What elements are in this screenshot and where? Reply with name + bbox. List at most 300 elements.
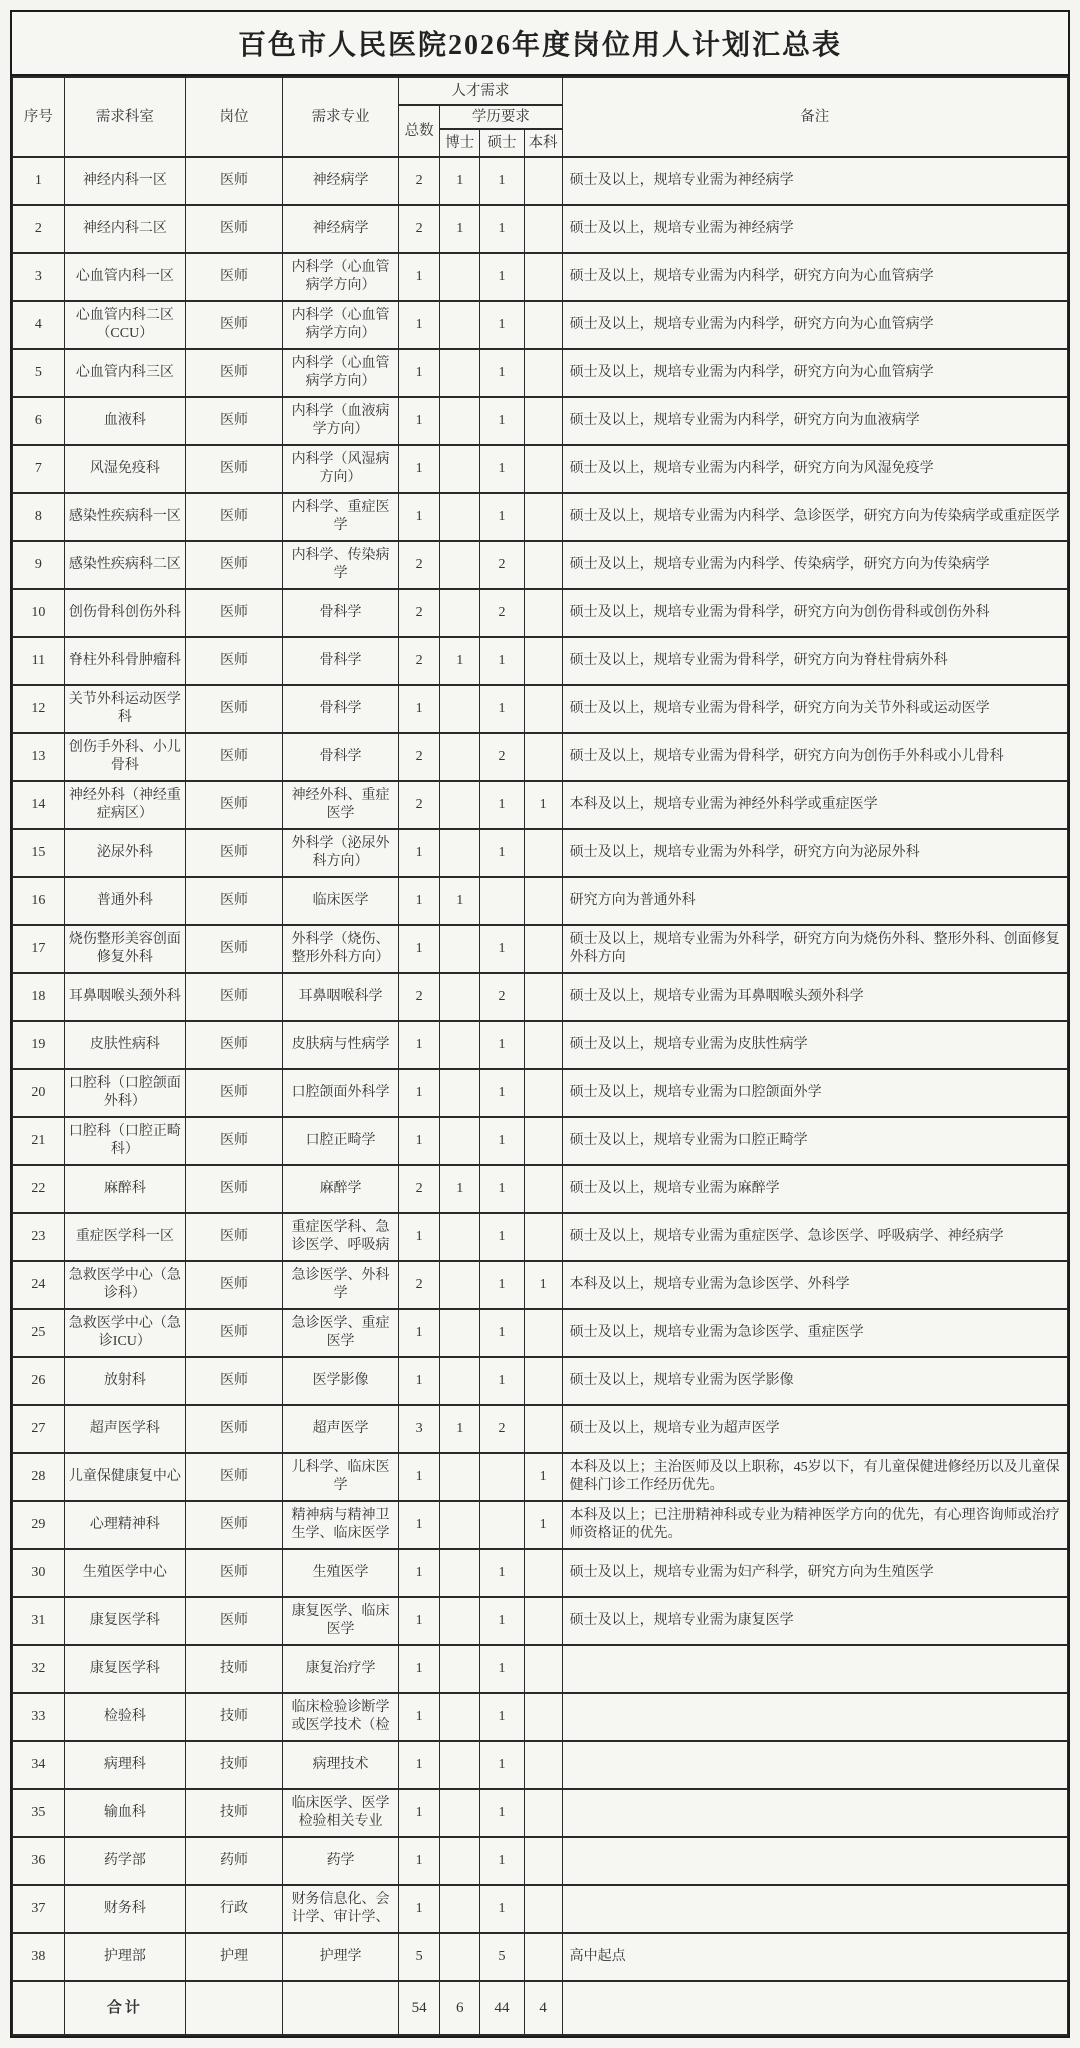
cell-remark: 硕士及以上，规培专业需为口腔颌面外学 [562,1069,1067,1117]
cell-remark: 本科及以上；已注册精神科或专业为精神医学方向的优先，有心理咨询师或治疗师资格证的优先。 [562,1501,1067,1549]
cell-department: 神经外科（神经重症病区） [64,781,185,829]
cell-department: 心血管内科一区 [64,253,185,301]
cell-department: 儿童保健康复中心 [64,1453,185,1501]
cell-major: 药学 [283,1837,399,1885]
cell-phd [440,1741,480,1789]
cell-total: 1 [399,1837,440,1885]
cell-phd: 1 [440,637,480,685]
table-row [13,1837,1068,1885]
cell-remark [562,1981,1067,2035]
table-row [13,877,1068,925]
table-row [13,157,1068,205]
cell-position: 医师 [186,1453,283,1501]
cell-remark: 硕士及以上，规培专业需为神经病学 [562,205,1067,253]
cell-remark [562,1885,1067,1933]
cell-bachelor [524,445,562,493]
cell-major: 神经外科、重症医学 [283,781,399,829]
cell-department: 药学部 [64,1837,185,1885]
cell-index: 12 [13,685,65,733]
cell-major: 生殖医学 [283,1549,399,1597]
cell-remark: 硕士及以上，规培专业需为内科学，研究方向为风湿免疫学 [562,445,1067,493]
cell-position: 医师 [186,1069,283,1117]
cell-position: 技师 [186,1741,283,1789]
cell-index: 16 [13,877,65,925]
cell-bachelor [524,253,562,301]
cell-major: 口腔正畸学 [283,1117,399,1165]
cell-master [480,1501,524,1549]
table-row [13,1213,1068,1261]
table-row [13,445,1068,493]
cell-remark: 硕士及以上，规培专业需为妇产科学，研究方向为生殖医学 [562,1549,1067,1597]
cell-index: 37 [13,1885,65,1933]
cell-remark: 硕士及以上，规培专业需为康复医学 [562,1597,1067,1645]
cell-department: 感染性疾病科一区 [64,493,185,541]
cell-phd: 1 [440,205,480,253]
cell-phd [440,1549,480,1597]
cell-phd [440,1693,480,1741]
cell-department: 心血管内科二区（CCU） [64,301,185,349]
cell-department: 急救医学中心（急诊ICU） [64,1309,185,1357]
column-header-position: 岗位 [186,77,283,157]
page-title: 百色市人民医院2026年度岗位用人计划汇总表 [12,12,1068,76]
cell-remark: 硕士及以上，规培专业需为麻醉学 [562,1165,1067,1213]
cell-master: 2 [480,973,524,1021]
cell-remark [562,1741,1067,1789]
cell-major: 内科学（风湿病方向） [283,445,399,493]
cell-master [480,877,524,925]
cell-bachelor [524,1357,562,1405]
cell-remark: 硕士及以上，规培专业需为急诊医学、重症医学 [562,1309,1067,1357]
cell-major: 儿科学、临床医学 [283,1453,399,1501]
cell-department: 康复医学科 [64,1645,185,1693]
cell-total: 54 [399,1981,440,2035]
cell-total: 1 [399,1357,440,1405]
cell-major: 内科学（心血管病学方向） [283,253,399,301]
cell-department: 放射科 [64,1357,185,1405]
cell-master: 1 [480,349,524,397]
cell-master: 2 [480,1405,524,1453]
column-header-department: 需求科室 [64,77,185,157]
cell-index: 17 [13,925,65,973]
table-row [13,1165,1068,1213]
table-row [13,1741,1068,1789]
cell-bachelor [524,637,562,685]
table-row [13,1885,1068,1933]
cell-bachelor [524,1789,562,1837]
cell-total: 1 [399,397,440,445]
cell-remark: 硕士及以上，规培专业需为骨科学，研究方向为脊柱骨病外科 [562,637,1067,685]
cell-major: 临床检验诊断学或医学技术（检 [283,1693,399,1741]
cell-index: 24 [13,1261,65,1309]
cell-master: 2 [480,589,524,637]
cell-position: 医师 [186,349,283,397]
cell-position: 医师 [186,1117,283,1165]
cell-major: 内科学（心血管病学方向） [283,301,399,349]
cell-department: 口腔科（口腔颌面外科） [64,1069,185,1117]
table-row [13,1693,1068,1741]
cell-major: 骨科学 [283,733,399,781]
cell-total-label: 合计 [64,1981,185,2035]
table-row [13,1405,1068,1453]
cell-phd [440,1213,480,1261]
cell-phd: 1 [440,157,480,205]
cell-bachelor [524,157,562,205]
column-header-education-req: 学历要求 [440,105,562,129]
cell-phd [440,349,480,397]
cell-remark [562,1837,1067,1885]
cell-department: 烧伤整形美容创面修复外科 [64,925,185,973]
cell-index: 1 [13,157,65,205]
cell-master: 1 [480,1885,524,1933]
cell-major: 骨科学 [283,589,399,637]
cell-major: 医学影像 [283,1357,399,1405]
cell-remark: 研究方向为普通外科 [562,877,1067,925]
cell-phd [440,1309,480,1357]
cell-phd [440,301,480,349]
cell-major: 骨科学 [283,685,399,733]
cell-master: 1 [480,685,524,733]
cell-department: 心理精神科 [64,1501,185,1549]
cell-index: 25 [13,1309,65,1357]
cell-index: 27 [13,1405,65,1453]
cell-total: 1 [399,1453,440,1501]
cell-bachelor [524,877,562,925]
cell-position: 行政 [186,1885,283,1933]
cell-position: 技师 [186,1789,283,1837]
cell-total: 1 [399,1885,440,1933]
cell-total: 2 [399,157,440,205]
cell-phd [440,1933,480,1981]
cell-remark [562,1645,1067,1693]
cell-index: 28 [13,1453,65,1501]
cell-department: 皮肤性病科 [64,1021,185,1069]
cell-index: 15 [13,829,65,877]
cell-position: 医师 [186,205,283,253]
cell-position: 医师 [186,1405,283,1453]
table-row [13,1933,1068,1981]
cell-master: 1 [480,157,524,205]
cell-department: 超声医学科 [64,1405,185,1453]
cell-bachelor [524,397,562,445]
cell-remark: 硕士及以上，规培专业需为内科学，研究方向为心血管病学 [562,253,1067,301]
cell-major: 神经病学 [283,157,399,205]
cell-phd [440,973,480,1021]
cell-master [480,1453,524,1501]
cell-bachelor [524,541,562,589]
cell-department: 耳鼻咽喉头颈外科 [64,973,185,1021]
cell-index: 29 [13,1501,65,1549]
cell-position: 医师 [186,925,283,973]
cell-master: 1 [480,1213,524,1261]
cell-total: 2 [399,541,440,589]
cell-index: 5 [13,349,65,397]
cell-master: 1 [480,925,524,973]
cell-position: 医师 [186,1021,283,1069]
cell-major: 外科学（泌尿外科方向） [283,829,399,877]
cell-phd [440,781,480,829]
cell-total: 5 [399,1933,440,1981]
cell-index: 26 [13,1357,65,1405]
cell-department: 重症医学科一区 [64,1213,185,1261]
table-header [13,77,1068,157]
cell-position: 医师 [186,493,283,541]
cell-bachelor [524,1165,562,1213]
cell-bachelor [524,829,562,877]
cell-department: 心血管内科三区 [64,349,185,397]
cell-position: 护理 [186,1933,283,1981]
cell-remark: 硕士及以上，规培专业需为重症医学、急诊医学、呼吸病学、神经病学 [562,1213,1067,1261]
cell-bachelor [524,1021,562,1069]
cell-department: 神经内科二区 [64,205,185,253]
cell-major: 骨科学 [283,637,399,685]
table-total-row [13,1981,1068,2035]
cell-index: 33 [13,1693,65,1741]
cell-bachelor [524,349,562,397]
table-row [13,1645,1068,1693]
table-row [13,349,1068,397]
cell-master: 1 [480,1309,524,1357]
cell-master: 1 [480,1645,524,1693]
cell-total: 1 [399,493,440,541]
cell-position: 医师 [186,397,283,445]
cell-major: 急诊医学、外科学 [283,1261,399,1309]
column-header-bachelor: 本科 [524,129,562,157]
table-row [13,205,1068,253]
cell-phd [440,1501,480,1549]
cell-department: 康复医学科 [64,1597,185,1645]
cell-total: 2 [399,589,440,637]
cell-total: 1 [399,829,440,877]
cell-total: 1 [399,1741,440,1789]
cell-total: 1 [399,445,440,493]
table-row [13,685,1068,733]
cell-phd: 6 [440,1981,480,2035]
cell-remark: 本科及以上；主治医师及以上职称，45岁以下，有儿童保健进修经历以及儿童保健科门诊工作经历优先。 [562,1453,1067,1501]
cell-index: 32 [13,1645,65,1693]
cell-position: 药师 [186,1837,283,1885]
cell-phd [440,1837,480,1885]
cell-department: 创伤手外科、小儿骨科 [64,733,185,781]
cell-phd [440,1885,480,1933]
cell-position: 医师 [186,973,283,1021]
table-row [13,925,1068,973]
table-row [13,1453,1068,1501]
cell-index: 7 [13,445,65,493]
cell-phd [440,1117,480,1165]
cell-position [186,1981,283,2035]
table-row [13,493,1068,541]
cell-major: 麻醉学 [283,1165,399,1213]
table-row [13,1309,1068,1357]
cell-master: 1 [480,1789,524,1837]
cell-remark: 硕士及以上，规培专业需为骨科学，研究方向为创伤骨科或创伤外科 [562,589,1067,637]
cell-position: 医师 [186,589,283,637]
cell-bachelor [524,685,562,733]
cell-remark: 硕士及以上，规培专业需为骨科学，研究方向为关节外科或运动医学 [562,685,1067,733]
cell-department: 普通外科 [64,877,185,925]
cell-total: 1 [399,1789,440,1837]
cell-position: 医师 [186,157,283,205]
cell-position: 医师 [186,301,283,349]
table-row [13,301,1068,349]
table-row [13,397,1068,445]
cell-position: 医师 [186,877,283,925]
column-header-major: 需求专业 [283,77,399,157]
cell-master: 1 [480,637,524,685]
cell-master: 1 [480,1261,524,1309]
cell-master: 1 [480,1117,524,1165]
table-row [13,589,1068,637]
cell-bachelor [524,1213,562,1261]
cell-bachelor [524,1597,562,1645]
table-row [13,1789,1068,1837]
column-header-talent-demand: 人才需求 [399,77,562,105]
cell-total: 1 [399,349,440,397]
cell-department: 脊柱外科骨肿瘤科 [64,637,185,685]
table-row [13,1597,1068,1645]
cell-position: 医师 [186,1261,283,1309]
cell-index: 8 [13,493,65,541]
cell-phd: 1 [440,877,480,925]
cell-remark: 本科及以上，规培专业需为急诊医学、外科学 [562,1261,1067,1309]
cell-major: 精神病与精神卫生学、临床医学 [283,1501,399,1549]
cell-phd [440,1069,480,1117]
cell-bachelor [524,1885,562,1933]
cell-total: 1 [399,1597,440,1645]
cell-remark: 硕士及以上，规培专业需为外科学，研究方向为泌尿外科 [562,829,1067,877]
cell-remark [562,1693,1067,1741]
cell-phd [440,925,480,973]
cell-index: 4 [13,301,65,349]
cell-master: 1 [480,493,524,541]
cell-index: 11 [13,637,65,685]
cell-major: 财务信息化、会计学、审计学、 [283,1885,399,1933]
cell-phd [440,397,480,445]
cell-master: 1 [480,397,524,445]
table-row [13,973,1068,1021]
column-header-index: 序号 [13,77,65,157]
cell-master: 1 [480,253,524,301]
cell-master: 1 [480,1597,524,1645]
column-header-master: 硕士 [480,129,524,157]
cell-bachelor [524,925,562,973]
cell-position: 医师 [186,1501,283,1549]
cell-department: 护理部 [64,1933,185,1981]
cell-phd [440,493,480,541]
cell-department: 血液科 [64,397,185,445]
cell-total: 1 [399,1645,440,1693]
cell-major: 耳鼻咽喉科学 [283,973,399,1021]
cell-bachelor [524,1741,562,1789]
table-row [13,1021,1068,1069]
cell-total: 1 [399,1117,440,1165]
cell-total: 1 [399,1693,440,1741]
cell-remark: 硕士及以上，规培专业需为外科学，研究方向为烧伤外科、整形外科、创面修复外科方向 [562,925,1067,973]
cell-department: 创伤骨科创伤外科 [64,589,185,637]
cell-bachelor [524,733,562,781]
cell-phd [440,1453,480,1501]
table-row [13,1357,1068,1405]
cell-master: 1 [480,1357,524,1405]
cell-bachelor: 1 [524,1501,562,1549]
cell-index: 2 [13,205,65,253]
cell-master: 5 [480,1933,524,1981]
cell-total: 1 [399,1501,440,1549]
cell-department: 关节外科运动医学科 [64,685,185,733]
cell-total: 1 [399,301,440,349]
cell-master: 1 [480,205,524,253]
cell-position: 医师 [186,1549,283,1597]
cell-phd [440,685,480,733]
cell-total: 2 [399,733,440,781]
cell-bachelor [524,973,562,1021]
cell-major: 口腔颌面外科学 [283,1069,399,1117]
cell-bachelor [524,589,562,637]
cell-bachelor [524,1117,562,1165]
cell-department: 病理科 [64,1741,185,1789]
cell-bachelor: 1 [524,1261,562,1309]
cell-total: 2 [399,637,440,685]
cell-total: 1 [399,877,440,925]
table-row [13,1261,1068,1309]
cell-department: 财务科 [64,1885,185,1933]
cell-position: 医师 [186,685,283,733]
cell-department: 感染性疾病科二区 [64,541,185,589]
cell-major: 康复医学、临床医学 [283,1597,399,1645]
cell-master: 1 [480,781,524,829]
cell-position: 技师 [186,1645,283,1693]
cell-bachelor: 1 [524,781,562,829]
table-row [13,253,1068,301]
cell-major: 护理学 [283,1933,399,1981]
cell-total: 1 [399,1021,440,1069]
table-row [13,1069,1068,1117]
table-row [13,1501,1068,1549]
cell-total: 2 [399,1165,440,1213]
cell-bachelor [524,1933,562,1981]
cell-bachelor: 4 [524,1981,562,2035]
cell-index: 35 [13,1789,65,1837]
cell-bachelor [524,493,562,541]
cell-department: 麻醉科 [64,1165,185,1213]
cell-index: 19 [13,1021,65,1069]
cell-position: 医师 [186,1309,283,1357]
cell-bachelor [524,205,562,253]
cell-position: 医师 [186,1597,283,1645]
table-row [13,541,1068,589]
cell-remark: 硕士及以上，规培专业需为耳鼻咽喉头颈外科学 [562,973,1067,1021]
cell-total: 1 [399,685,440,733]
cell-index: 23 [13,1213,65,1261]
cell-remark: 硕士及以上，规培专业需为口腔正畸学 [562,1117,1067,1165]
table-row [13,781,1068,829]
cell-bachelor: 1 [524,1453,562,1501]
cell-remark: 硕士及以上，规培专业需为内科学，研究方向为心血管病学 [562,301,1067,349]
cell-position: 医师 [186,445,283,493]
cell-remark: 硕士及以上，规培专业需为内科学，研究方向为心血管病学 [562,349,1067,397]
cell-index: 36 [13,1837,65,1885]
cell-master: 1 [480,301,524,349]
cell-remark: 硕士及以上，规培专业为超声医学 [562,1405,1067,1453]
table-row [13,829,1068,877]
cell-total: 2 [399,205,440,253]
cell-index: 38 [13,1933,65,1981]
cell-department: 急救医学中心（急诊科） [64,1261,185,1309]
cell-position: 医师 [186,637,283,685]
cell-phd [440,1357,480,1405]
cell-total: 2 [399,973,440,1021]
cell-major: 临床医学 [283,877,399,925]
